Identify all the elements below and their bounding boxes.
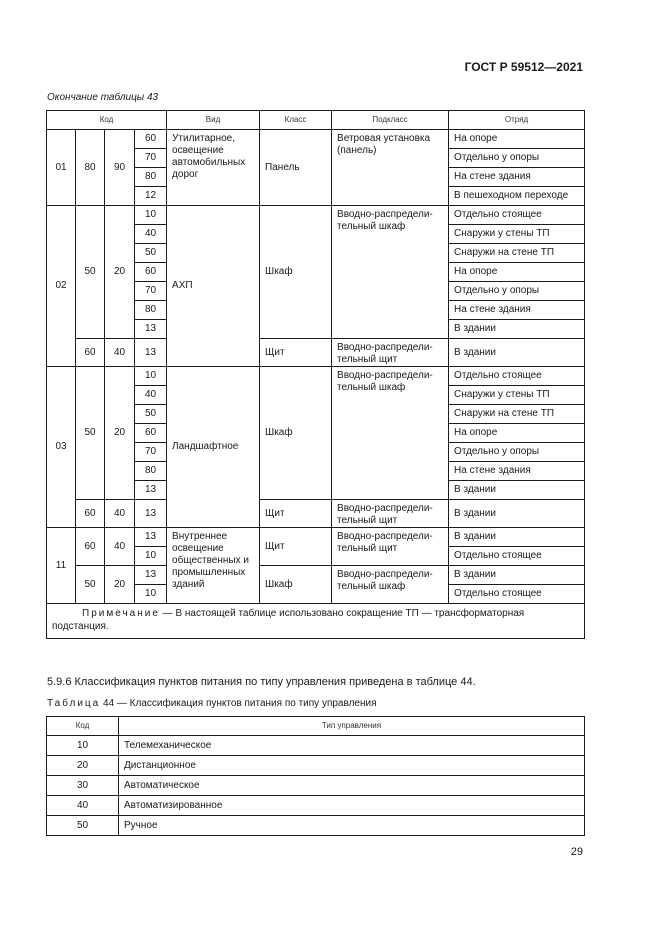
- otryad-cell: В здании: [449, 566, 585, 585]
- code-level-4: 50: [135, 244, 167, 263]
- podklass-cell: Вводно-распредели-тельный щит: [332, 339, 449, 367]
- table-row: [47, 339, 585, 367]
- otryad-cell: На опоре: [449, 263, 585, 282]
- code-level-4: 10: [135, 206, 167, 225]
- header-otryad: Отряд: [449, 111, 585, 130]
- klass-cell: Шкаф: [260, 367, 332, 500]
- table-note-row: [47, 604, 585, 639]
- code-level-3: 40: [105, 500, 135, 528]
- table-44-caption-text: 44 — Классификация пунктов питания по типу управления: [100, 698, 377, 709]
- code-level-4: 60: [135, 130, 167, 149]
- code-level-4: 13: [135, 528, 167, 547]
- code-level-3: 20: [105, 566, 135, 604]
- code-level-4: 70: [135, 443, 167, 462]
- code-level-1: 01: [47, 130, 76, 206]
- otryad-cell: В здании: [449, 320, 585, 339]
- table-43-body: [47, 130, 585, 639]
- code-level-4: 10: [135, 547, 167, 566]
- table-row: [47, 206, 585, 225]
- table-44-caption-label: Таблица: [47, 698, 101, 709]
- code-level-4: 70: [135, 282, 167, 301]
- note-text: — В настоящей таблице использовано сокращение ТП — трансформаторная подстанция.: [52, 608, 525, 632]
- otryad-cell: Снаружи у стены ТП: [449, 225, 585, 244]
- code-level-4: 10: [135, 585, 167, 604]
- code-level-3: 40: [105, 339, 135, 367]
- code-level-4: 80: [135, 301, 167, 320]
- otryad-cell: Снаружи у стены ТП: [449, 386, 585, 405]
- table-row: [47, 130, 585, 149]
- code-level-3: 90: [105, 130, 135, 206]
- podklass-cell: Ветровая установка (панель): [332, 130, 449, 206]
- control-type-cell: Автоматизированное: [119, 796, 585, 816]
- page-number: 29: [570, 846, 583, 858]
- otryad-cell: На стене здания: [449, 168, 585, 187]
- table-row: [47, 500, 585, 528]
- otryad-cell: Снаружи на стене ТП: [449, 244, 585, 263]
- document-id: ГОСТ Р 59512—2021: [464, 60, 583, 74]
- code-level-4: 13: [135, 320, 167, 339]
- otryad-cell: На опоре: [449, 424, 585, 443]
- table-44: [46, 716, 585, 836]
- otryad-cell: Снаружи на стене ТП: [449, 405, 585, 424]
- otryad-cell: В пешеходном переходе: [449, 187, 585, 206]
- code-level-4: 60: [135, 424, 167, 443]
- code-level-2: 60: [76, 339, 105, 367]
- otryad-cell: Отдельно стоящее: [449, 585, 585, 604]
- code-level-4: 10: [135, 367, 167, 386]
- otryad-cell: Отдельно у опоры: [449, 443, 585, 462]
- control-type-cell: Ручное: [119, 816, 585, 836]
- code-level-4: 80: [135, 462, 167, 481]
- code-level-4: 40: [135, 386, 167, 405]
- otryad-cell: Отдельно стоящее: [449, 367, 585, 386]
- table-44-caption: [47, 698, 377, 709]
- code-cell: 10: [47, 736, 119, 756]
- header-control-type: Тип управления: [119, 717, 585, 736]
- table-43: [46, 110, 585, 639]
- otryad-cell: На опоре: [449, 130, 585, 149]
- table-row: [47, 528, 585, 547]
- otryad-cell: Отдельно у опоры: [449, 282, 585, 301]
- code-level-2: 50: [76, 367, 105, 500]
- code-level-4: 60: [135, 263, 167, 282]
- code-level-4: 12: [135, 187, 167, 206]
- code-level-2: 60: [76, 500, 105, 528]
- otryad-cell: Отдельно стоящее: [449, 206, 585, 225]
- code-level-4: 13: [135, 566, 167, 585]
- note-label: Примечание: [82, 608, 160, 619]
- header-vid: Вид: [167, 111, 260, 130]
- table-row: [47, 816, 585, 836]
- otryad-cell: В здании: [449, 500, 585, 528]
- klass-cell: Щит: [260, 528, 332, 566]
- klass-cell: Щит: [260, 339, 332, 367]
- otryad-cell: Отдельно у опоры: [449, 149, 585, 168]
- code-level-1: 11: [47, 528, 76, 604]
- header-klass: Класс: [260, 111, 332, 130]
- table-row: [47, 367, 585, 386]
- code-level-2: 60: [76, 528, 105, 566]
- otryad-cell: В здании: [449, 481, 585, 500]
- table-note: [47, 604, 585, 639]
- code-level-2: 50: [76, 566, 105, 604]
- table-43-caption: Окончание таблицы 43: [47, 92, 159, 103]
- code-level-3: 20: [105, 367, 135, 500]
- code-level-3: 20: [105, 206, 135, 339]
- code-level-4: 13: [135, 339, 167, 367]
- table-row: [47, 566, 585, 585]
- podklass-cell: Вводно-распредели-тельный щит: [332, 528, 449, 566]
- code-level-1: 03: [47, 367, 76, 528]
- code-level-4: 40: [135, 225, 167, 244]
- podklass-cell: Вводно-распредели-тельный шкаф: [332, 206, 449, 339]
- otryad-cell: На стене здания: [449, 301, 585, 320]
- vid-cell: Внутреннее освещение общественных и промышленных зданий: [167, 528, 260, 604]
- podklass-cell: Вводно-распредели-тельный шкаф: [332, 566, 449, 604]
- header-podklass: Подкласс: [332, 111, 449, 130]
- code-level-2: 80: [76, 130, 105, 206]
- podklass-cell: Вводно-распредели-тельный шкаф: [332, 367, 449, 500]
- table-row: [47, 736, 585, 756]
- control-type-cell: Автоматическое: [119, 776, 585, 796]
- klass-cell: Шкаф: [260, 206, 332, 339]
- code-level-4: 13: [135, 500, 167, 528]
- otryad-cell: В здании: [449, 528, 585, 547]
- table-row: [47, 776, 585, 796]
- klass-cell: Панель: [260, 130, 332, 206]
- control-type-cell: Телемеханическое: [119, 736, 585, 756]
- table-44-body: [47, 736, 585, 836]
- code-level-4: 70: [135, 149, 167, 168]
- paragraph-5-9-6: 5.9.6 Классификация пунктов питания по типу управления приведена в таблице 44.: [47, 676, 476, 688]
- code-level-1: 02: [47, 206, 76, 367]
- podklass-cell: Вводно-распредели-тельный щит: [332, 500, 449, 528]
- header-code: Код: [47, 717, 119, 736]
- klass-cell: Шкаф: [260, 566, 332, 604]
- code-level-2: 50: [76, 206, 105, 339]
- header-kod: Код: [47, 111, 167, 130]
- code-level-4: 13: [135, 481, 167, 500]
- code-cell: 30: [47, 776, 119, 796]
- klass-cell: Щит: [260, 500, 332, 528]
- code-cell: 20: [47, 756, 119, 776]
- otryad-cell: В здании: [449, 339, 585, 367]
- vid-cell: Утилитарное, освещение автомобильных дорог: [167, 130, 260, 206]
- code-level-4: 50: [135, 405, 167, 424]
- code-cell: 50: [47, 816, 119, 836]
- table-row: [47, 756, 585, 776]
- code-level-3: 40: [105, 528, 135, 566]
- control-type-cell: Дистанционное: [119, 756, 585, 776]
- table-row: [47, 796, 585, 816]
- code-level-4: 80: [135, 168, 167, 187]
- otryad-cell: На стене здания: [449, 462, 585, 481]
- code-cell: 40: [47, 796, 119, 816]
- otryad-cell: Отдельно стоящее: [449, 547, 585, 566]
- vid-cell: АХП: [167, 206, 260, 367]
- vid-cell: Ландшафтное: [167, 367, 260, 528]
